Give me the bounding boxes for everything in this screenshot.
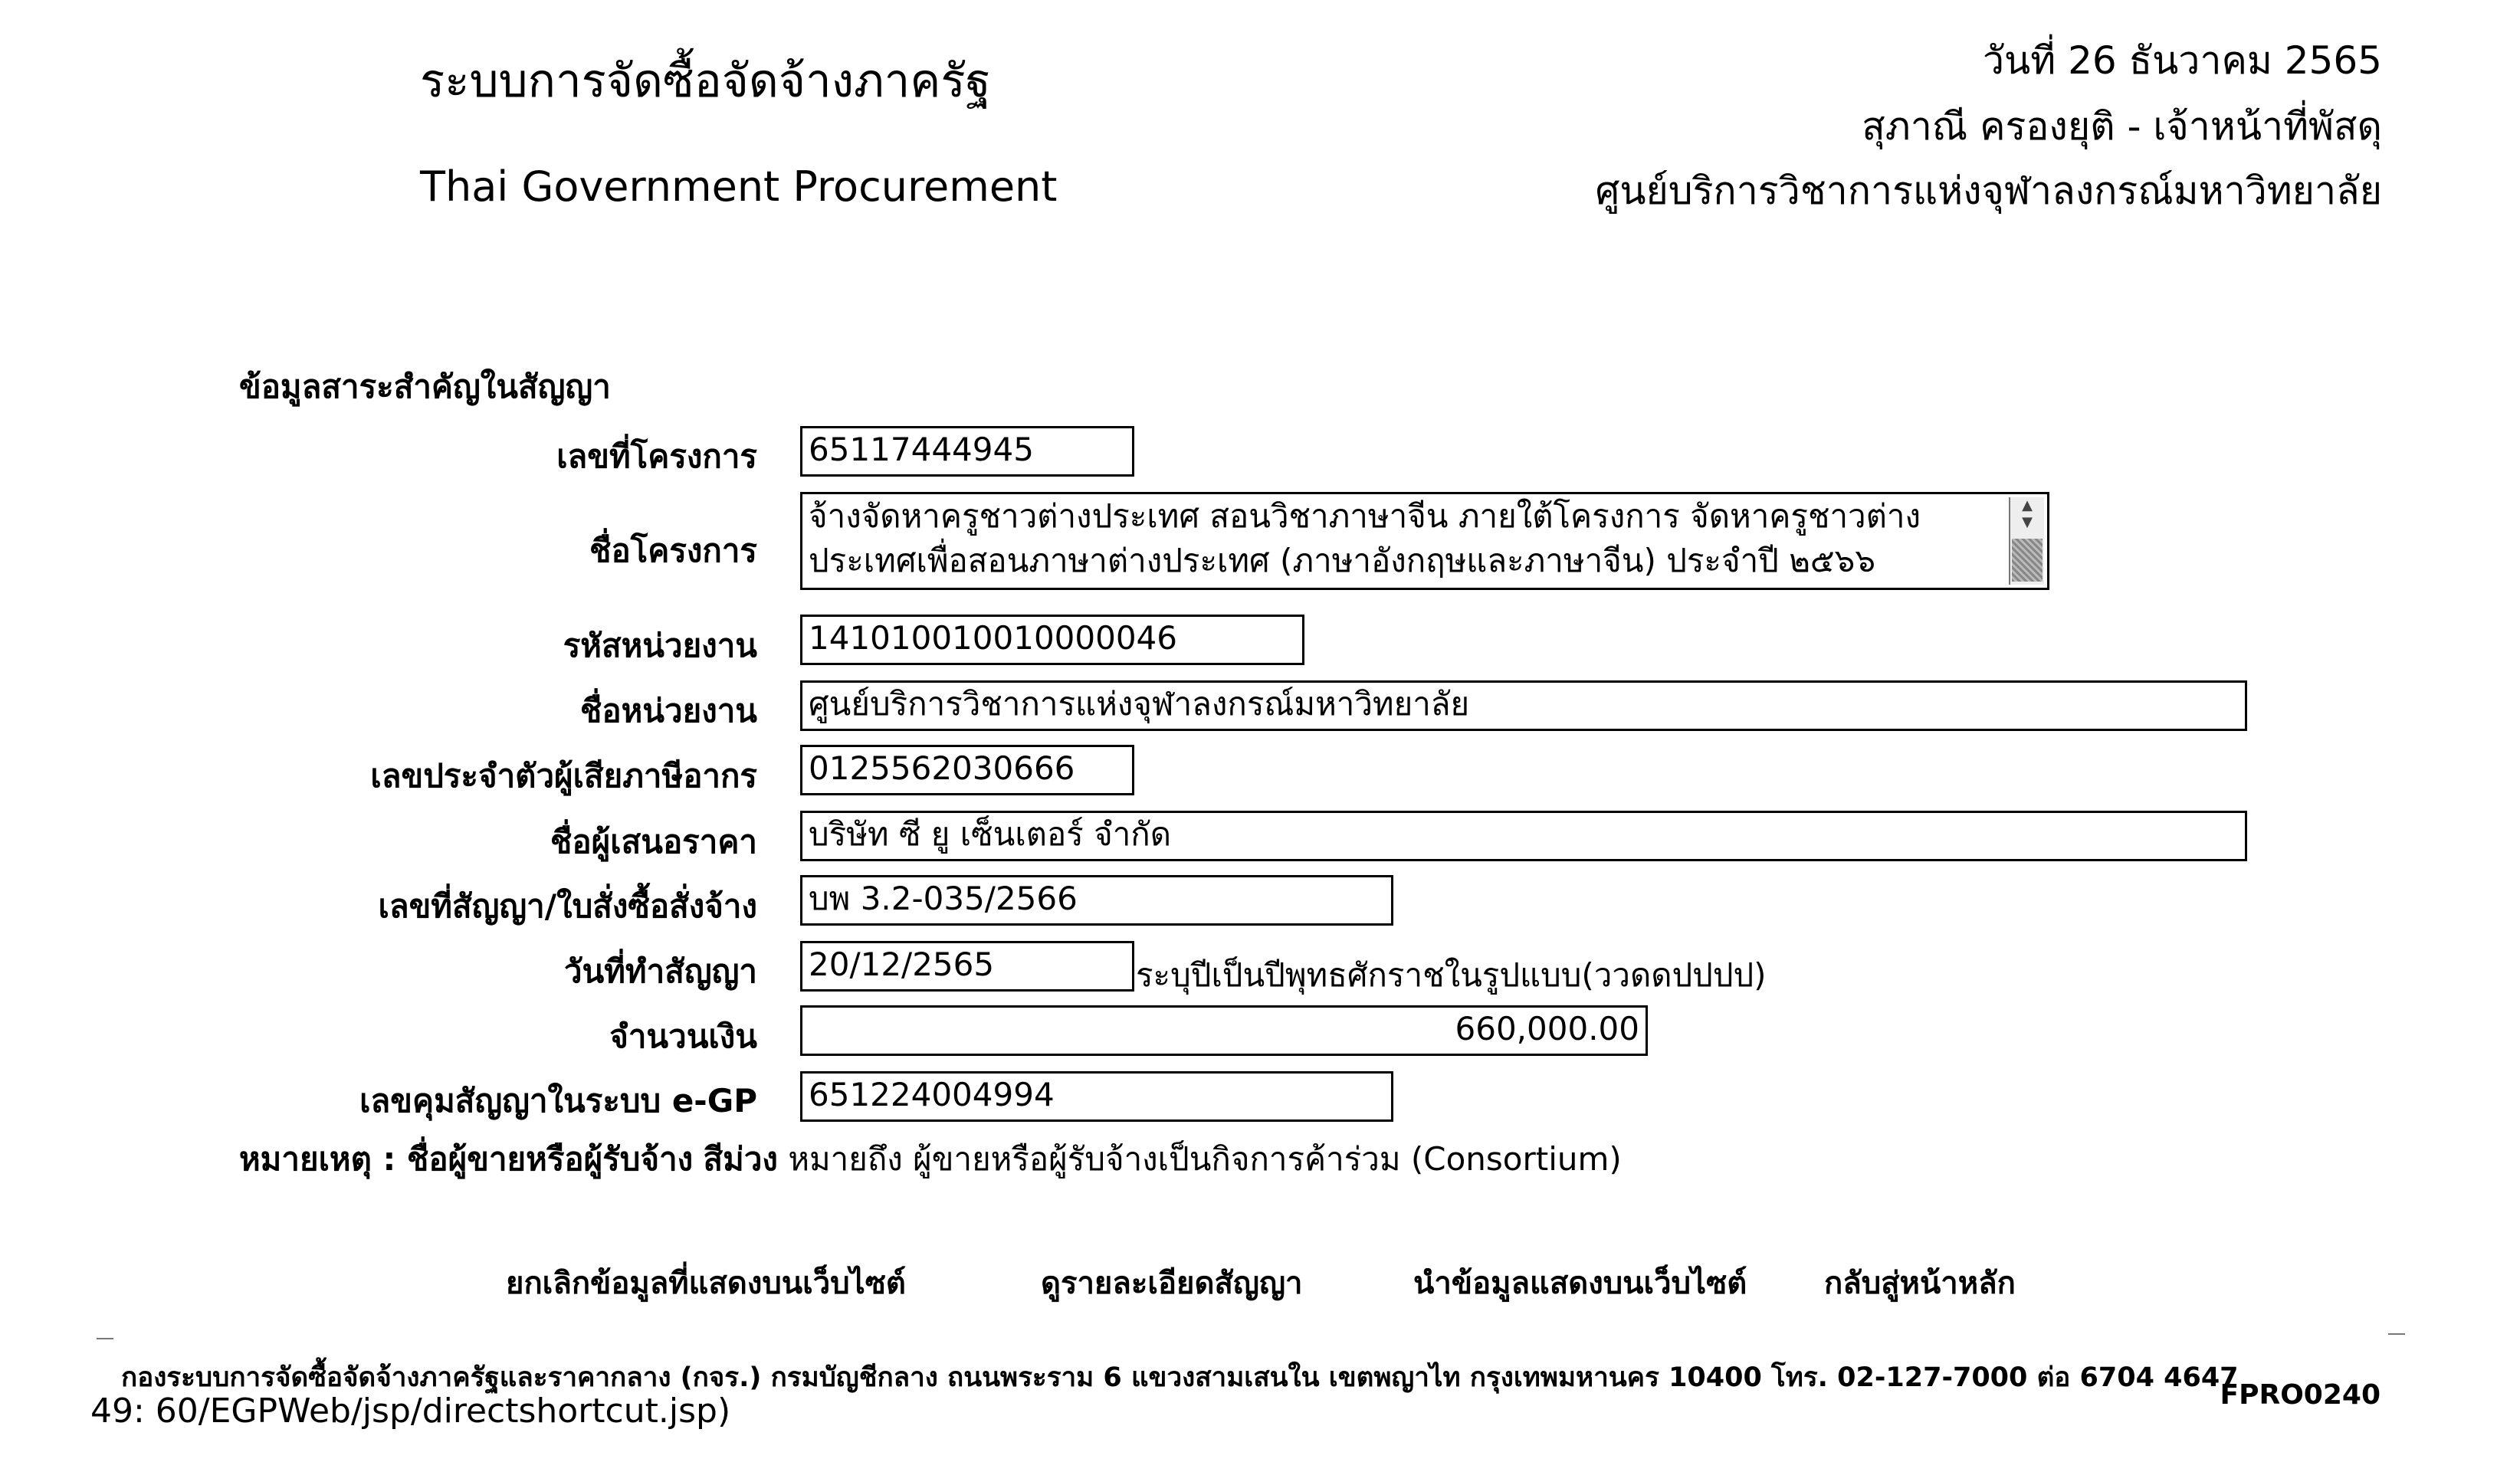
contract-date-label: วันที่ทำสัญญา bbox=[563, 952, 757, 990]
tax-id-label: เลขประจำตัวผู้เสียภาษีอากร bbox=[370, 757, 757, 795]
note-prefix: หมายเหตุ : ชื่อผู้ขายหรือผู้รับจ้าง bbox=[239, 1140, 694, 1178]
egp-no-label: เลขคุมสัญญาในระบบ e-GP bbox=[359, 1082, 757, 1119]
contract-no-field[interactable]: บพ 3.2-035/2566 bbox=[800, 875, 1393, 926]
scroll-thumb[interactable] bbox=[2012, 539, 2043, 582]
footer-divider-left bbox=[97, 1338, 113, 1339]
section-title: ข้อมูลสาระสำคัญในสัญญา bbox=[239, 368, 611, 405]
amount-field[interactable]: 660,000.00 bbox=[800, 1005, 1648, 1056]
tax-id-field[interactable]: 0125562030666 bbox=[800, 745, 1134, 795]
footer-divider-right bbox=[2388, 1333, 2405, 1335]
contract-no-label: เลขที่สัญญา/ใบสั่งซื้อสั่งจ้าง bbox=[378, 887, 757, 925]
contract-details-link[interactable]: ดูรายละเอียดสัญญา bbox=[1041, 1266, 1303, 1301]
publish-to-web-link[interactable]: นำข้อมูลแสดงบนเว็บไซต์ bbox=[1413, 1266, 1747, 1301]
footer-address: กองระบบการจัดซื้อจัดจ้างภาครัฐและราคากลาง (กจร.) กรมบัญชีกลาง ถนนพระราม 6 แขวงสามเสนใน เขตพญาไท กรุงเทพมหานคร 10400 โทร. 02-127-7000 ต่อ 6704 4647 bbox=[121, 1362, 2239, 1393]
project-no-field[interactable]: 65117444945 bbox=[800, 426, 1134, 477]
agency-code-label: รหัสหน่วยงาน bbox=[563, 627, 757, 664]
agency-name-field[interactable]: ศูนย์บริการวิชาการแห่งจุฬาลงกรณ์มหาวิทยาลัย bbox=[800, 680, 2247, 731]
system-title-en: Thai Government Procurement bbox=[420, 162, 1058, 211]
contract-date-field[interactable]: 20/12/2565 bbox=[800, 941, 1134, 992]
note bbox=[239, 1134, 1622, 1185]
system-title-th: ระบบการจัดซื้อจัดจ้างภาครัฐ bbox=[420, 54, 991, 108]
contract-date-hint: ระบุปีเป็นปีพุทธศักราชในรูปแบบ(ววดดปปปป) bbox=[1136, 956, 1767, 994]
cancel-web-display-link[interactable]: ยกเลิกข้อมูลที่แสดงบนเว็บไซต์ bbox=[506, 1266, 906, 1301]
agency-code-field[interactable]: 141010010010000046 bbox=[800, 615, 1304, 665]
agency-name-label: ชื่อหน่วยงาน bbox=[579, 692, 757, 729]
page-code: FPRO0240 bbox=[2220, 1379, 2381, 1411]
project-name-textarea[interactable] bbox=[800, 492, 2049, 590]
note-highlight: สีม่วง bbox=[703, 1140, 778, 1178]
page-url: 49: 60/EGPWeb/jsp/directshortcut.jsp) bbox=[90, 1392, 731, 1431]
project-name-text: จ้างจัดหาครูชาวต่างประเทศ สอนวิชาภาษาจีน ภายใต้โครงการ จัดหาครูชาวต่างประเทศเพื่อสอนภาษาต่างประเทศ (ภาษาอังกฤษและภาษาจีน) ประจำปี ๒๕๖๖ bbox=[809, 497, 1921, 579]
project-name-label: ชื่อโครงการ bbox=[589, 532, 757, 569]
current-date: วันที่ 26 ธันวาคม 2565 bbox=[1982, 38, 2382, 83]
textarea-scrollbar[interactable] bbox=[2009, 497, 2044, 585]
scroll-up-icon[interactable]: ▲ bbox=[2022, 497, 2033, 513]
egp-no-field[interactable]: 651224004994 bbox=[800, 1071, 1393, 1122]
amount-label: จำนวนเงิน bbox=[609, 1018, 757, 1055]
bidder-name-field[interactable]: บริษัท ซี ยู เซ็นเตอร์ จำกัด bbox=[800, 811, 2247, 861]
user-agency: ศูนย์บริการวิชาการแห่งจุฬาลงกรณ์มหาวิทยาลัย bbox=[1595, 169, 2382, 213]
note-suffix: หมายถึง ผู้ขายหรือผู้รับจ้างเป็นกิจการค้าร่วม (Consortium) bbox=[788, 1140, 1622, 1178]
back-home-link[interactable]: กลับสู่หน้าหลัก bbox=[1824, 1266, 2016, 1301]
scroll-down-icon[interactable]: ▼ bbox=[2022, 514, 2033, 530]
bidder-name-label: ชื่อผู้เสนอราคา bbox=[550, 823, 757, 860]
user-name: สุภาณี ครองยุติ - เจ้าหน้าที่พัสดุ bbox=[1862, 104, 2382, 149]
project-no-label: เลขที่โครงการ bbox=[556, 438, 757, 475]
